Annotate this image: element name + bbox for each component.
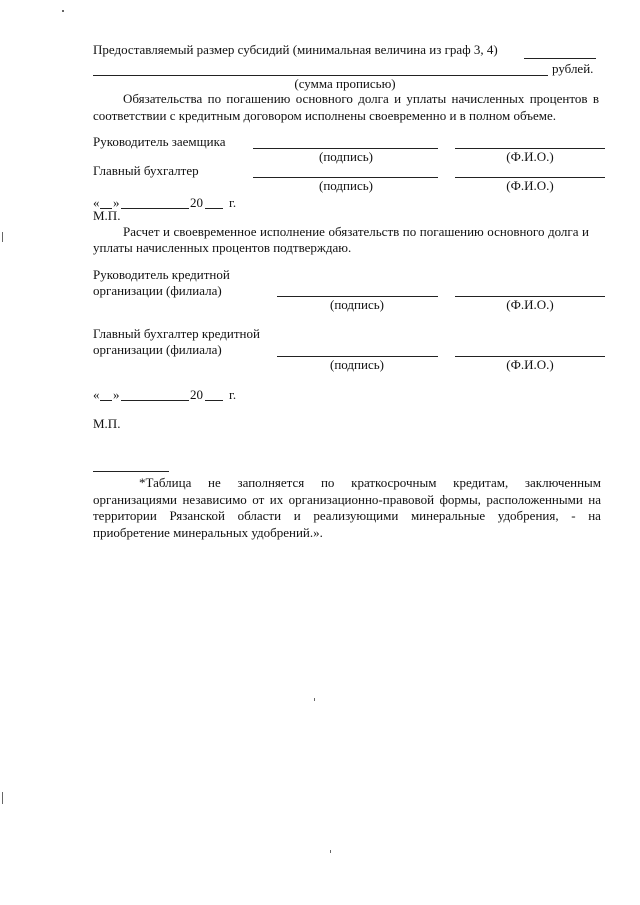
footnote-word: минеральные	[410, 508, 486, 523]
bank-accountant-label-2: организации (филиала)	[93, 342, 222, 357]
footnote-word: Рязанской	[169, 508, 225, 523]
date-year-field[interactable]	[205, 208, 223, 209]
footnote-line-3	[93, 508, 601, 524]
footnote-word: на	[588, 508, 601, 523]
name-caption: (Ф.И.О.)	[506, 178, 554, 193]
footnote-word: заполняется	[237, 475, 305, 490]
footnote-line-2: организациями независимо от их организационно-правовой формы, расположенными на	[93, 492, 601, 507]
currency-label: рублей.	[552, 61, 594, 76]
date-month-field[interactable]	[121, 400, 189, 401]
confirmation-line-1: Расчет и своевременное исполнение обязательств по погашению основного долга и	[123, 224, 589, 239]
date-year-field[interactable]	[205, 400, 223, 401]
date-open-quote: «	[93, 387, 100, 402]
signature-caption: (подпись)	[319, 178, 373, 193]
bank-head-label-2: организации (филиала)	[93, 283, 222, 298]
date-year-suffix: г.	[229, 195, 237, 210]
footnote-word: заключенным	[524, 475, 601, 490]
date-open-quote: «	[93, 195, 100, 210]
footnote-word: -	[571, 508, 576, 523]
name-caption: (Ф.И.О.)	[506, 149, 554, 164]
footnote-word: удобрения,	[497, 508, 559, 523]
stamp-label: М.П.	[93, 208, 121, 223]
date-day-field[interactable]	[100, 400, 112, 401]
amount-caption: (сумма прописью)	[294, 76, 396, 91]
footnote-separator	[93, 471, 169, 472]
signature-caption: (подпись)	[330, 297, 384, 312]
subsidy-amount-field[interactable]	[524, 58, 596, 59]
scan-mark	[2, 792, 3, 804]
signature-caption: (подпись)	[330, 357, 384, 372]
date-year-prefix: 20	[190, 387, 203, 402]
confirmation-line-2: уплаты начисленных процентов подтверждаю.	[93, 240, 352, 255]
footnote-word: по	[320, 475, 335, 490]
footnote-word: *Таблица	[139, 475, 192, 490]
obligation-line-1: Обязательства по погашению основного долга и уплаты начисленных процентов в	[123, 91, 599, 106]
subsidy-intro: Предоставляемый размер субсидий (минимальная величина из граф 3, 4)	[93, 42, 498, 57]
date-year-prefix: 20	[190, 195, 203, 210]
borrower-head-label: Руководитель заемщика	[93, 134, 226, 149]
footnote-word: краткосрочным	[351, 475, 437, 490]
name-caption: (Ф.И.О.)	[506, 357, 554, 372]
bank-head-label-1: Руководитель кредитной	[93, 267, 230, 282]
footnote-line-1	[139, 475, 601, 491]
date-close-quote: »	[113, 195, 120, 210]
date-year-suffix: г.	[229, 387, 237, 402]
footnote-word: не	[208, 475, 221, 490]
borrower-accountant-label: Главный бухгалтер	[93, 163, 199, 178]
scan-dot	[314, 698, 315, 701]
name-caption: (Ф.И.О.)	[506, 297, 554, 312]
footnote-word: территории	[93, 508, 157, 523]
stamp-label: М.П.	[93, 416, 121, 431]
scan-dot	[62, 10, 64, 12]
date-month-field[interactable]	[121, 208, 189, 209]
date-close-quote: »	[113, 387, 120, 402]
footnote-word: реализующими	[313, 508, 399, 523]
footnote-line-4: приобретение минеральных удобрений.».	[93, 525, 323, 540]
signature-caption: (подпись)	[319, 149, 373, 164]
bank-accountant-label-1: Главный бухгалтер кредитной	[93, 326, 260, 341]
scan-dot	[330, 850, 331, 853]
footnote-word: кредитам,	[453, 475, 509, 490]
footnote-word: области	[237, 508, 282, 523]
scan-mark	[2, 232, 3, 242]
footnote-word: и	[293, 508, 301, 523]
obligation-line-2: соответствии с кредитным договором исполнены своевременно и в полном объеме.	[93, 108, 557, 123]
